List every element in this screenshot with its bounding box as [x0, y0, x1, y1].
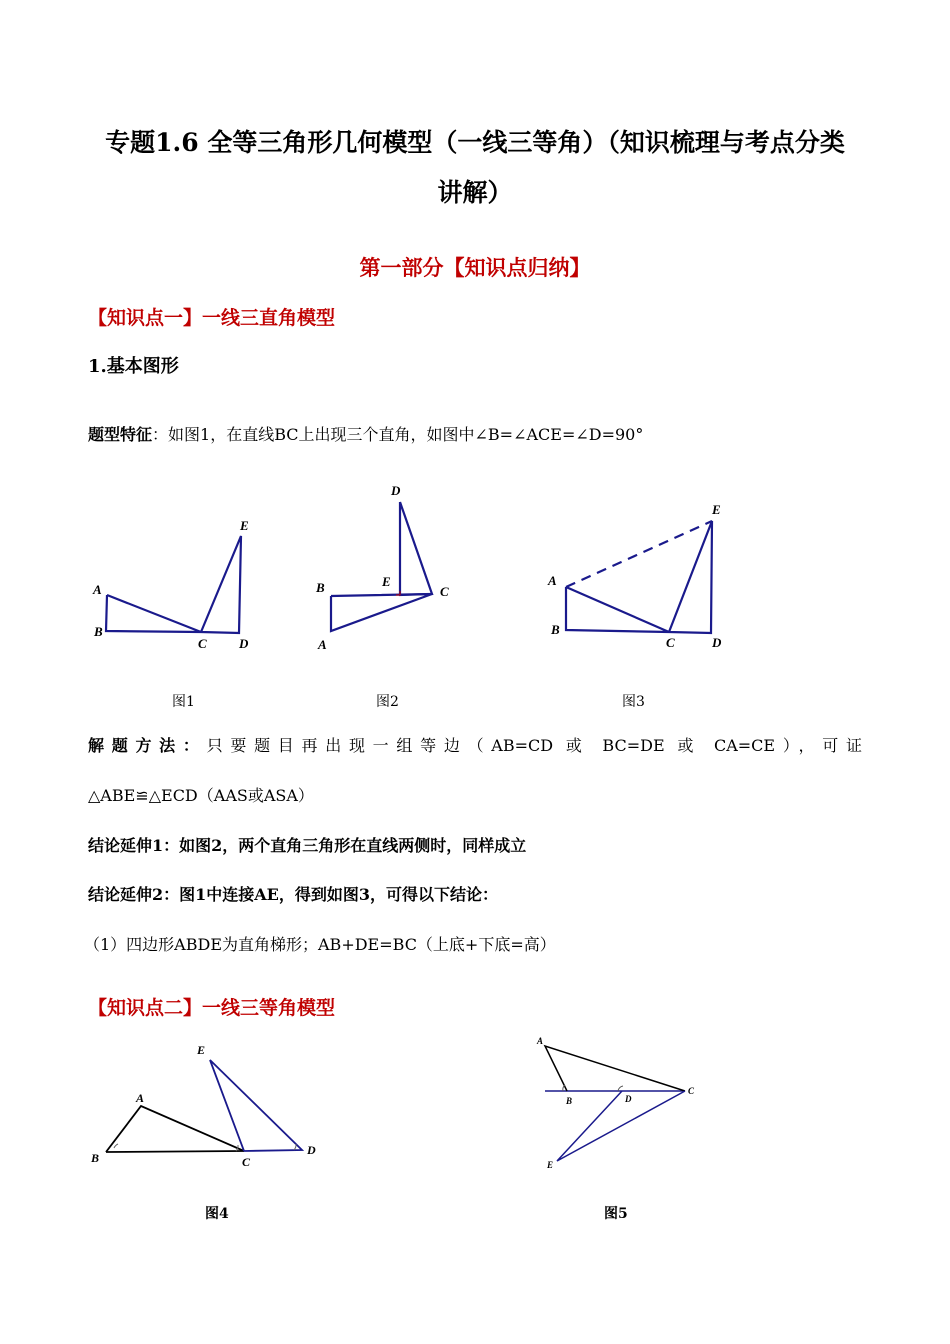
- fig1-triangle-ced: [201, 536, 241, 633]
- fig5-label-b: B: [566, 1096, 573, 1106]
- feature-line: [88, 422, 643, 445]
- fig1-triangle-abc: [106, 595, 201, 632]
- fig1-label-b: B: [94, 624, 103, 639]
- extension-2-item: （1）四边形ABDE为直角梯形；AB+DE=BC（上底+下底=高）: [84, 935, 556, 954]
- kp1-heading: 【知识点一】一线三直角模型: [88, 307, 336, 329]
- fig5-label-d: D: [625, 1094, 632, 1104]
- fig2-label-e: E: [382, 574, 391, 589]
- figure-1: [106, 536, 241, 633]
- fig1-label-d: D: [239, 636, 249, 651]
- fig3-label-d: D: [712, 635, 722, 650]
- fig2-caption: 图2: [376, 694, 399, 710]
- fig4-label-d: D: [307, 1143, 316, 1157]
- figure-2: [331, 502, 432, 631]
- fig4-label-e: E: [197, 1043, 206, 1057]
- fig2-label-c: C: [440, 584, 449, 599]
- kp1-sub-heading: 1.基本图形: [88, 356, 179, 377]
- fig5-label-e: E: [547, 1160, 554, 1170]
- figures-4-5: [0, 1030, 950, 1180]
- figure-3: [566, 521, 712, 633]
- fig4-caption: 图4: [205, 1206, 229, 1222]
- fig1-label-c: C: [198, 636, 207, 651]
- fig4-label-b: B: [91, 1151, 100, 1165]
- fig3-label-b: B: [551, 622, 560, 637]
- method-label: 解题方法：: [88, 736, 207, 755]
- fig3-triangle-abc: [566, 587, 669, 632]
- fig5-label-c: C: [688, 1086, 695, 1096]
- fig3-label-a: A: [548, 573, 557, 588]
- fig3-label-c: C: [666, 635, 675, 650]
- fig1-label-a: A: [93, 582, 102, 597]
- extension-1: 结论延伸1：如图2，两个直角三角形在直线两侧时，同样成立: [88, 836, 527, 855]
- fig3-caption: 图3: [622, 694, 645, 710]
- extension-2: 结论延伸2：图1中连接AE，得到如图3，可得以下结论：: [88, 885, 499, 904]
- fig5-triangle-abc: [545, 1046, 685, 1091]
- feature-text: ：如图1，在直线BC上出现三个直角，如图中∠B=∠ACE=∠D=90°: [152, 425, 644, 444]
- fig2-label-a: A: [318, 637, 327, 652]
- kp2-heading: 【知识点二】一线三等角模型: [88, 997, 336, 1019]
- fig4-label-a: A: [136, 1091, 145, 1105]
- fig5-label-a: A: [537, 1036, 544, 1046]
- fig5-triangle-dec: [557, 1091, 685, 1161]
- fig1-caption: 图1: [172, 694, 195, 710]
- fig2-triangle-abc: [331, 594, 432, 631]
- fig1-label-e: E: [240, 518, 249, 533]
- fig4-triangle-abc: [106, 1106, 244, 1152]
- method-text-1: 只要题目再出现一组等边（AB=CD 或 BC=DE 或 CA=CE），可证: [206, 736, 862, 755]
- page-title-line2: 讲解）: [437, 178, 513, 207]
- fig5-caption: 图5: [604, 1206, 628, 1222]
- figures-1-3: [0, 470, 950, 670]
- fig2-triangle-dec: [400, 502, 432, 595]
- method-line1: [88, 733, 862, 756]
- part1-heading: 第一部分【知识点归纳】: [359, 255, 591, 280]
- feature-label: 题型特征: [88, 425, 153, 444]
- figure-4: [106, 1060, 302, 1152]
- fig4-label-c: C: [242, 1155, 251, 1169]
- fig2-label-d: D: [391, 483, 401, 498]
- fig4-triangle-ced: [210, 1060, 302, 1151]
- fig4-line-bc: [106, 1151, 244, 1152]
- method-text-2: △ABE≌△ECD（AAS或ASA）: [88, 786, 314, 805]
- page-title-line1: 专题1.6 全等三角形几何模型（一线三等角）（知识梳理与考点分类: [105, 128, 845, 157]
- fig3-label-e: E: [712, 502, 721, 517]
- fig2-label-b: B: [316, 580, 325, 595]
